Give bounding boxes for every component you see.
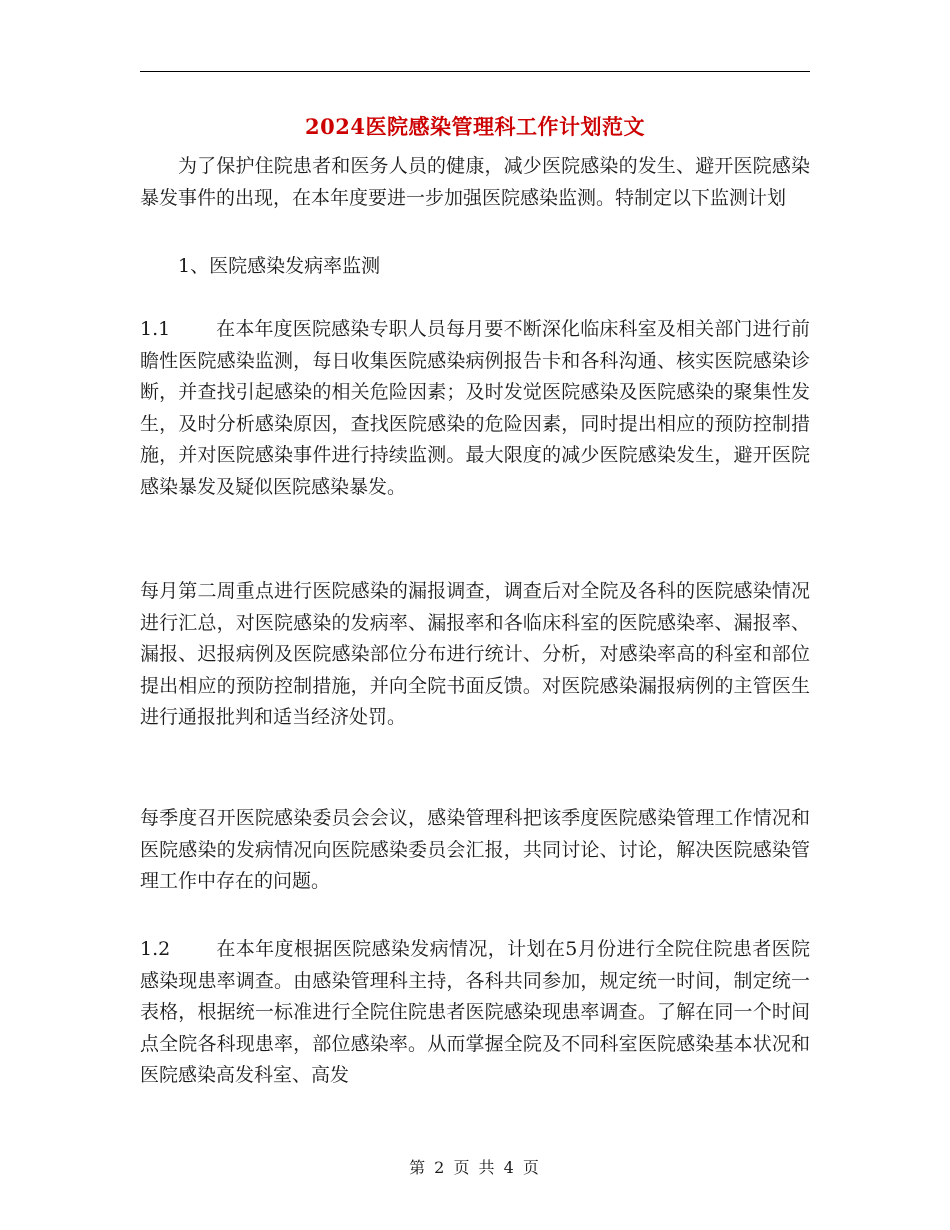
- paragraph-text: 在本年度根据医院感染发病情况，计划在5月份进行全院住院患者医院感染现患率调查。由感染管理科主持，各科共同参加，规定统一时间，制定统一表格，根据统一标准进行全院住院患者医院感染现患率调查。了解在同一个时间点全院各科现患率，部位感染率。从而掌握全院及不同科室医院感染基本状况和医院感染高发科室、高发: [140, 938, 810, 1087]
- paragraph-number: 1.2: [140, 938, 171, 960]
- section-heading-1: 1、医院感染发病率监测: [178, 255, 381, 277]
- paragraph-monthly-survey: 每月第二周重点进行医院感染的漏报调查，调查后对全院及各科的医院感染情况进行汇总，对医院感染的发病率、漏报率和各临床科室的医院感染率、漏报率、漏报、迟报病例及医院感染部位分布进行统计、分析，对感染率高的科室和部位提出相应的预防控制措施，并向全院书面反馈。对医院感染漏报病例的主管医生进行通报批判和适当经济处罚。: [140, 580, 810, 729]
- page-number: 第 2 页 共 4 页: [409, 1158, 541, 1177]
- document-title: 2024医院感染管理科工作计划范文: [305, 114, 645, 139]
- paragraph-number: 1.1: [140, 318, 171, 340]
- paragraph-1-2: [140, 934, 810, 1092]
- paragraph-1-1: [140, 314, 810, 504]
- paragraph-quarterly-meeting: 每季度召开医院感染委员会会议，感染管理科把该季度医院感染管理工作情况和医院感染的发病情况向医院感染委员会汇报，共同讨论、讨论，解决医院感染管理工作中存在的问题。: [140, 807, 810, 893]
- paragraph-text: 在本年度医院感染专职人员每月要不断深化临床科室及相关部门进行前瞻性医院感染监测，每日收集医院感染病例报告卡和各科沟通、核实医院感染诊断，并查找引起感染的相关危险因素；及时发觉医院感染及医院感染的聚集性发生，及时分析感染原因，查找医院感染的危险因素，同时提出相应的预防控制措施，并对医院感染事件进行持续监测。最大限度的减少医院感染发生，避开医院感染暴发及疑似医院感染暴发。: [140, 318, 810, 498]
- intro-paragraph: 为了保护住院患者和医务人员的健康，减少医院感染的发生、避开医院感染暴发事件的出现，在本年度要进一步加强医院感染监测。特制定以下监测计划: [140, 155, 810, 209]
- header-rule: [140, 71, 810, 72]
